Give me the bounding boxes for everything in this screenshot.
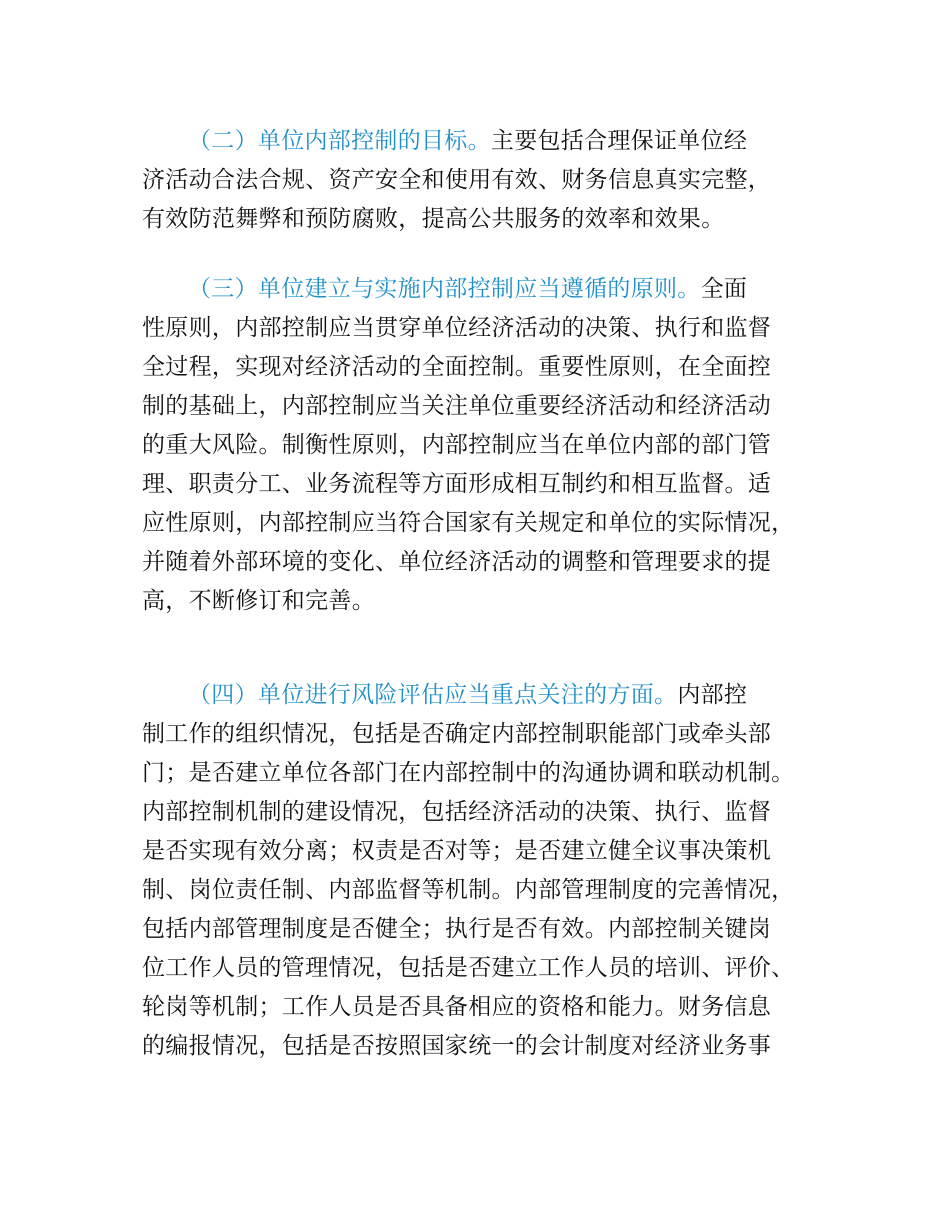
paragraph-line: 轮岗等机制；工作人员是否具备相应的资格和能力。财务信息 [142,994,772,1020]
paragraph-line: 理、职责分工、业务流程等方面形成相互制约和相互监督。适 [142,471,772,497]
paragraph-line: 性原则，内部控制应当贯穿单位经济活动的决策、执行和监督 [142,315,772,341]
paragraph-line: 包括内部管理制度是否健全；执行是否有效。内部控制关键岗 [142,916,772,942]
section-heading: （四）单位进行风险评估应当重点关注的方面。 [188,682,678,708]
paragraph-line: 门；是否建立单位各部门在内部控制中的沟通协调和联动机制。 [142,760,795,786]
body-text: 内部控 [677,682,748,708]
section-heading: （二）单位内部控制的目标。 [188,128,491,154]
section-principles [142,270,842,621]
paragraph-line: 制的基础上，内部控制应当关注单位重要经济活动和经济活动 [142,393,772,419]
paragraph-line: 制、岗位责任制、内部监督等机制。内部管理制度的完善情况， [142,877,795,903]
body-text: 全面 [700,276,748,302]
section-risk-assessment [142,676,842,1066]
paragraph-line: 高，不断修订和完善。 [142,588,375,614]
paragraph-line: 并随着外部环境的变化、单位经济活动的调整和管理要求的提 [142,549,772,575]
paragraph-line [142,122,842,161]
paragraph-line [142,270,842,309]
section-heading: （三）单位建立与实施内部控制应当遵循的原则。 [188,276,701,302]
paragraph-line: 的编报情况，包括是否按照国家统一的会计制度对经济业务事 [142,1033,772,1059]
paragraph-line: 位工作人员的管理情况，包括是否建立工作人员的培训、评价、 [142,955,795,981]
paragraph-line: 是否实现有效分离；权责是否对等；是否建立健全议事决策机 [142,838,772,864]
paragraph-line: 的重大风险。制衡性原则，内部控制应当在单位内部的部门管 [142,432,772,458]
paragraph-line: 应性原则，内部控制应当符合国家有关规定和单位的实际情况， [142,510,795,536]
paragraph-line: 内部控制机制的建设情况，包括经济活动的决策、执行、监督 [142,799,772,825]
paragraph-line: 制工作的组织情况，包括是否确定内部控制职能部门或牵头部 [142,721,772,747]
paragraph-line: 济活动合法合规、资产安全和使用有效、财务信息真实完整， [142,167,772,193]
section-objectives [142,122,842,239]
paragraph-line [142,676,842,715]
body-text: 主要包括合理保证单位经 [490,128,748,154]
paragraph-line: 全过程，实现对经济活动的全面控制。重要性原则，在全面控 [142,354,772,380]
paragraph-line: 有效防范舞弊和预防腐败，提高公共服务的效率和效果。 [142,206,725,232]
